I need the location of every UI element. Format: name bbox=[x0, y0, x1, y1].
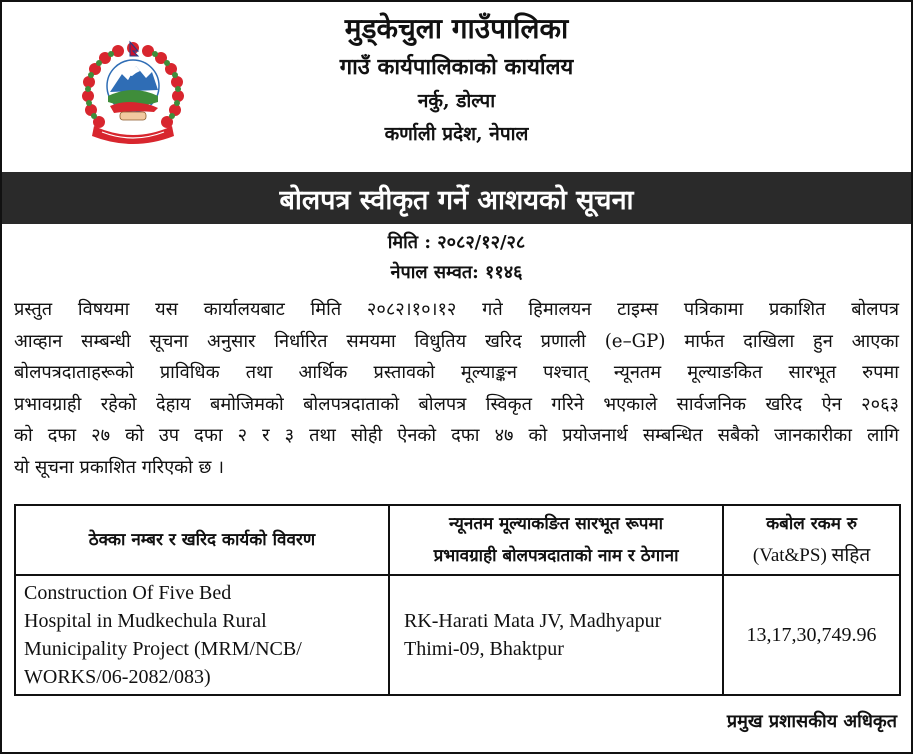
notice-title: बोलपत्र स्वीकृत गर्ने आशयको सूचना bbox=[2, 172, 911, 224]
header-contract: ठेक्का नम्बर र खरिद कार्यको विवरण bbox=[15, 505, 389, 575]
body-line: प्रभावग्राही रहेको देहाय बमोजिमको बोलपत्रदाताको बोलपत्र स्विकृत गरिने भएकाले सार्वजनिक खरिद ऐन २०६३ bbox=[14, 393, 899, 415]
office-name: गाउँ कार्यपालिकाको कार्यालय bbox=[339, 53, 574, 80]
table-row bbox=[15, 575, 900, 695]
municipality-name: मुड्केचुला गाउँपालिका bbox=[344, 12, 569, 45]
table-header-row bbox=[15, 505, 900, 575]
office-header bbox=[2, 12, 911, 146]
header-bidder: न्यूनतम मूल्याकङित सारभूत रूपमा प्रभावग्राही बोलपत्रदाताको नाम र ठेगाना bbox=[389, 505, 723, 575]
bid-amount: 13,17,30,749.96 bbox=[723, 575, 900, 695]
bidder-name-address: RK-Harati Mata JV, Madhyapur Thimi-09, Bhaktpur bbox=[389, 575, 723, 695]
header-amount: कबोल रकम रु (Vat&PS) सहित bbox=[723, 505, 900, 575]
body-line: आव्हान सम्बन्धी सूचना अनुसार निर्धारित समयमा विधुतिय खरिद प्रणाली (e–GP) मार्फत दाखिला हुन आएका bbox=[14, 330, 899, 352]
body-line: प्रस्तुत विषयमा यस कार्यालयबाट मिति २०८२।१०।१२ गते हिमालयन टाइम्स पत्रिकामा प्रकाशित बोलपत्र bbox=[14, 299, 899, 320]
award-table bbox=[14, 504, 901, 696]
body-line: बोलपत्रदाताहरूको प्राविधिक तथा आर्थिक प्रस्तावको मूल्याङ्कन पश्चात् न्यूनतम मूल्याङकित सारभूत रुपमा bbox=[14, 362, 899, 384]
nepal-samvat: नेपाल सम्वत: ११४६ bbox=[390, 262, 523, 283]
notice-body bbox=[14, 294, 899, 484]
signatory-title: प्रमुख प्रशासकीय अधिकृत bbox=[726, 711, 897, 732]
province-line: कर्णाली प्रदेश, नेपाल bbox=[384, 122, 529, 145]
office-address: नर्कु, डोल्पा bbox=[417, 89, 496, 112]
body-line: यो सूचना प्रकाशित गरिएको छ । bbox=[14, 456, 225, 478]
contract-description: Construction Of Five Bed Hospital in Mudkechula Rural Municipality Project (MRM/NCB/ WORKS/06-2082/083) bbox=[15, 575, 389, 695]
notice-date: मिति : २०८२/१२/२८ bbox=[387, 232, 526, 253]
body-line: को दफा २७ को उप दफा २ र ३ तथा सोही ऐनको दफा ४७ को प्रयोजनार्थ सम्बन्धित सबैको जानकारीका लागि bbox=[14, 425, 899, 447]
notice-meta bbox=[2, 228, 911, 288]
